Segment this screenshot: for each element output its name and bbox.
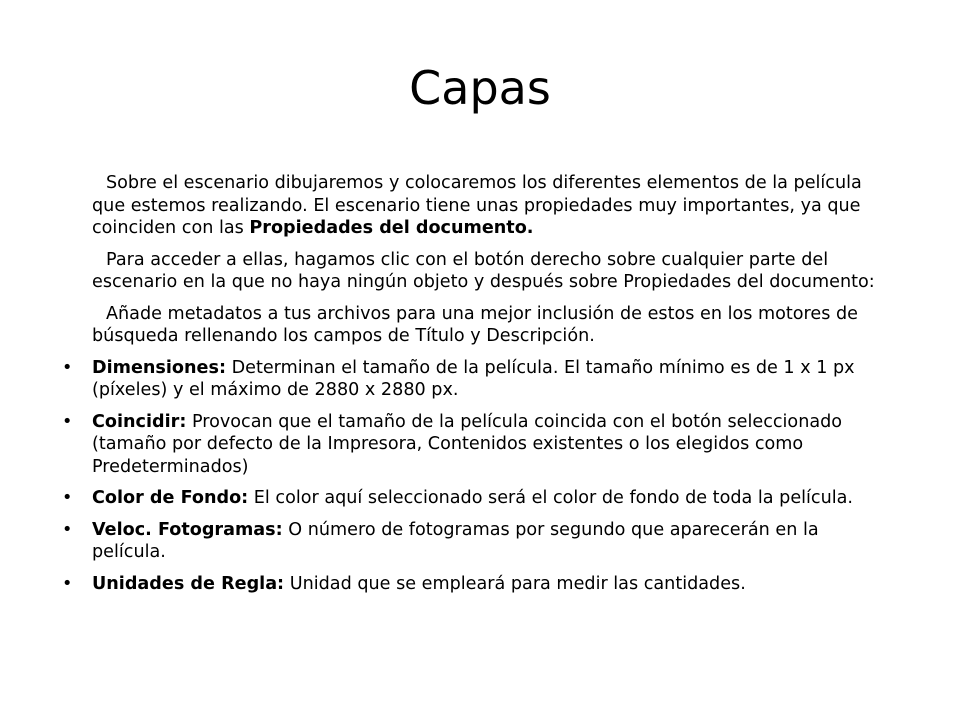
bullet-text: Determinan el tamaño de la película. El tamaño mínimo es de 1 x 1 px (píxeles) y el máximo de 2880 x 2880 px. xyxy=(92,357,855,400)
bullet-text: Provocan que el tamaño de la película coincida con el botón seleccionado (tamaño por defecto de la Impresora, Contenidos existentes o los elegidos como Predeterminados) xyxy=(92,411,843,477)
bullet-dot-icon: • xyxy=(62,573,73,594)
slide-title: Capas xyxy=(409,61,551,115)
bullet-dot-icon: • xyxy=(62,411,73,432)
bullet-dot-icon: • xyxy=(62,519,73,540)
bullet-term: Dimensiones: xyxy=(92,357,226,378)
paragraph-text: Añade metadatos a tus archivos para una mejor inclusión de estos en los motores de búsqueda rellenando los campos de Título y Descripción. xyxy=(92,303,858,346)
paragraph-bold-text: Propiedades del documento. xyxy=(249,218,534,238)
bullet-item-color-de-fondo xyxy=(62,487,892,510)
bullet-dot-icon: • xyxy=(62,488,73,508)
bullet-item-veloc-fotogramas xyxy=(62,519,892,564)
paragraph-acceder xyxy=(92,249,892,294)
slide-body xyxy=(62,172,892,604)
bullet-list xyxy=(62,357,892,596)
bullet-item-unidades-de-regla xyxy=(62,573,892,596)
paragraph-metadatos xyxy=(92,303,892,348)
paragraph-text: Sobre el escenario dibujaremos y colocaremos los diferentes elementos de la película que estemos realizando. El escenario tiene unas propiedades muy importantes, ya que coinciden con las xyxy=(92,173,862,238)
bullet-item-dimensiones xyxy=(62,357,892,402)
bullet-item-coincidir xyxy=(62,411,892,479)
bullet-text: El color aquí seleccionado será el color de fondo de toda la película. xyxy=(248,488,854,508)
paragraph-escenario xyxy=(92,172,892,240)
bullet-text: O número de fotogramas por segundo que aparecerán en la película. xyxy=(92,519,819,562)
bullet-dot-icon: • xyxy=(62,357,73,378)
bullet-term: Coincidir: xyxy=(92,411,187,432)
bullet-text: Unidad que se empleará para medir las cantidades. xyxy=(284,573,746,594)
bullet-term: Color de Fondo: xyxy=(92,488,249,508)
bullet-term: Veloc. Fotogramas: xyxy=(92,519,283,540)
bullet-term: Unidades de Regla: xyxy=(92,573,285,594)
paragraph-text: Para acceder a ellas, hagamos clic con el botón derecho sobre cualquier parte del escenario en la que no haya ningún objeto y después sobre Propiedades del documento: xyxy=(92,249,875,292)
